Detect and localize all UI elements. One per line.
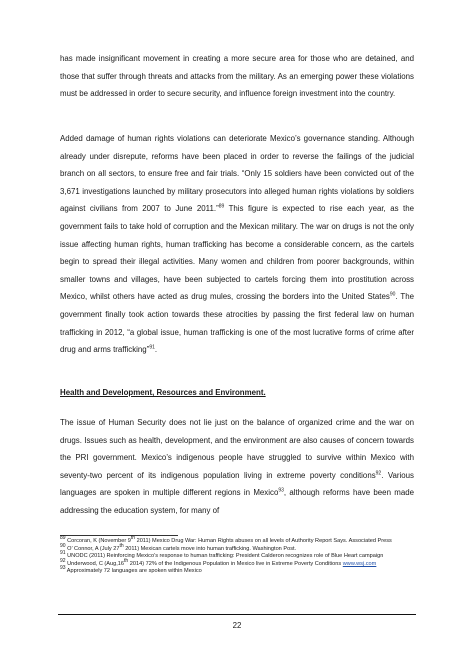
paragraph-2-part-b: This figure is expected to rise each year, as the government fails to take hold of corruption and the Mexican military. The war on drugs is not the only issue affecting human rights, human trafficking has become a considerable concern, as the cartels begin to spread their illegal activities. Many women and children from poorer backgrounds, within smaller towns and villages, have been subjected to cartels forcing them into prostitution across Mexico, whilst others have acted as drug mules, crossing the borders into the United States [60,204,414,302]
footnote-90-text-a: O’ Connor, A (July 27 [65,545,120,552]
paragraph-3-part-b: . Various languages are spoken in multiple different regions in Mexico [60,470,414,498]
footnote-92-ordinal: th [124,557,129,564]
paragraph-3 [60,414,414,520]
footnote-ref-90: 90 [389,291,396,298]
footnote-89-ordinal: th [130,535,136,542]
footnote-92-text-b: 2014) 72% of the Indigenous Population in Mexico live in Extreme Poverty Conditions [128,560,343,567]
footnote-89-text-b: 2011) Mexico Drug War: Human Rights abuses on all levels of Authority Report Says. Associated Press [135,538,392,544]
paragraph-3-part-a: The issue of Human Security does not lie just on the balance of organized crime and the war on drugs. Issues such as health, development, and the environment are also causes of concern towards the PRI government. Mexico’s indigenous people have struggled to survive within Mexico with seventy-two percent of its indigenous population living in extreme poverty conditions [60,418,414,480]
section-heading: Health and Development, Resources and Environment. [60,388,266,397]
paragraph-2-part-c: . The government finally took action towards these atrocities by passing the first federal law on human trafficking in 2012, “a global issue, human trafficking is one of the most lucrative forms of crime after drug and arms trafficking” [60,292,414,355]
footnote-separator [60,535,178,536]
footnote-90-number: 90 [60,542,66,549]
footnote-ref-91: 91 [149,344,155,351]
footnote-89 [60,535,416,546]
footnote-93 [60,565,416,576]
footnote-89-text-a: Corcoran, K (November 9 [65,538,131,544]
footnote-ref-89: 89 [218,203,225,210]
paragraph-3-part-c: , although reforms have been made addressing the education system, for many of [60,488,414,515]
footnote-91-text: UNODC (2011) Reinforcing Mexico’s response to human trafficking: President Calderon recognizes role of Blue Heart campaign [65,553,384,560]
footnote-90-ordinal: th [119,542,124,549]
footnote-89-number: 89 [60,535,66,542]
footnote-93-text: Approximately 72 languages are spoken within Mexico [65,568,202,575]
paragraph-2-part-a: Added damage of human rights violations can deteriorate Mexico’s governance standing. Although already under disrepute, reforms have been placed in order to reverse the failings of the judicial branch on all sectors, to ensure free and fair trials. “Only 15 soldiers have been convicted out of the 3,671 investigations launched by military prosecutors into alleged human rights violations by soldiers against civilians from 2007 to June 2011.” [60,134,414,214]
footnote-90-text-b: 2011) Mexican cartels move into human trafficking. Washington Post. [123,545,297,552]
footnote-92-number: 92 [60,557,66,564]
footnote-ref-92: 92 [375,470,382,477]
paragraph-2-part-d: . [154,345,158,355]
page-number: 22 [232,621,242,630]
footnote-91 [60,550,416,561]
paragraph-2 [60,130,414,359]
page-footer-rule [58,614,416,615]
footnote-91-number: 91 [60,550,66,557]
footnote-92-link[interactable]: www.wsj.com [342,560,377,567]
footnotes [60,535,416,576]
footnote-92-text-a: Underwood, C (Aug,16 [65,560,125,567]
footnote-ref-93: 93 [278,487,284,494]
footnote-93-number: 93 [60,565,66,572]
paragraph-1: has made insignificant movement in creating a more secure area for those who are detained, and those that suffer through threats and attacks from the military. As an emerging power these violations must be addressed in order to secure security, and influence foreign investment into the country. [60,54,414,99]
